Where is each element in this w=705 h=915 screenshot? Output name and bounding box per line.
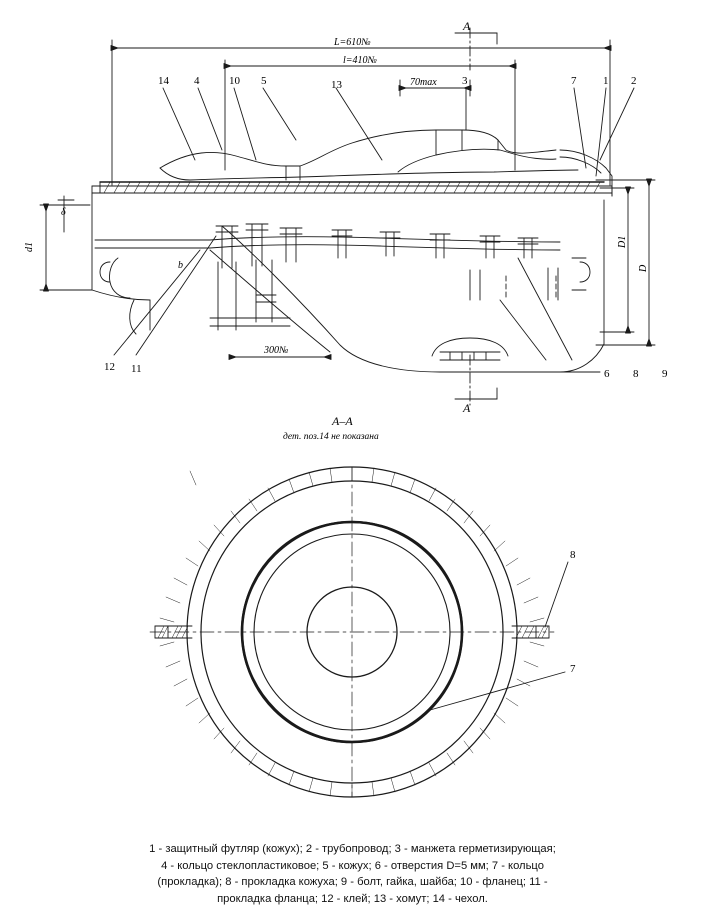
section-subtitle: дет. поз.14 не показана <box>283 432 379 442</box>
dim-d1: d1 <box>24 242 35 252</box>
legend-line-1: 1 - защитный футляр (кожух); 2 - трубопровод; 3 - манжета герметизирующая; <box>149 843 556 855</box>
callout-7: 7 <box>571 75 577 87</box>
callout-2: 2 <box>631 75 637 87</box>
callout-10: 10 <box>229 75 240 87</box>
callout-4: 4 <box>194 75 200 87</box>
dim-70max: 70max <box>410 77 437 88</box>
dim-b: b <box>178 260 183 271</box>
dim-l: l=410№ <box>343 55 377 66</box>
callout-12: 12 <box>104 361 115 373</box>
dim-D: D <box>638 264 649 272</box>
top-view-group <box>40 28 655 405</box>
section-mark-bottom: A <box>463 401 471 415</box>
legend-line-3: (прокладка); 8 - прокладка кожуха; 9 - болт, гайка, шайба; 10 - фланец; 11 - <box>157 876 548 888</box>
section-title: A–A <box>332 414 353 428</box>
dim-L: L=610№ <box>334 37 371 48</box>
section-callout-7: 7 <box>570 663 576 675</box>
callout-8: 8 <box>633 368 639 380</box>
dim-D1: D1 <box>617 235 628 248</box>
legend-block <box>0 841 705 907</box>
callout-5: 5 <box>261 75 267 87</box>
callout-13: 13 <box>331 79 342 91</box>
legend-line-4: прокладка фланца; 12 - клей; 13 - хомут; 14 - чехол. <box>217 892 488 905</box>
callout-9: 9 <box>662 368 668 380</box>
callout-1: 1 <box>603 75 609 87</box>
dim-delta: δ <box>61 207 66 218</box>
callout-11: 11 <box>131 363 142 375</box>
section-mark-top: A <box>463 19 471 33</box>
section-view-group <box>150 467 568 797</box>
section-callout-8: 8 <box>570 549 576 561</box>
callout-3: 3 <box>462 75 468 87</box>
legend-line-2: 4 - кольцо стеклопластиковое; 5 - кожух; 6 - отверстия D=5 мм; 7 - кольцо <box>161 859 544 872</box>
callout-14: 14 <box>158 75 169 87</box>
dim-300: 300№ <box>264 345 289 356</box>
callout-6: 6 <box>604 368 610 380</box>
